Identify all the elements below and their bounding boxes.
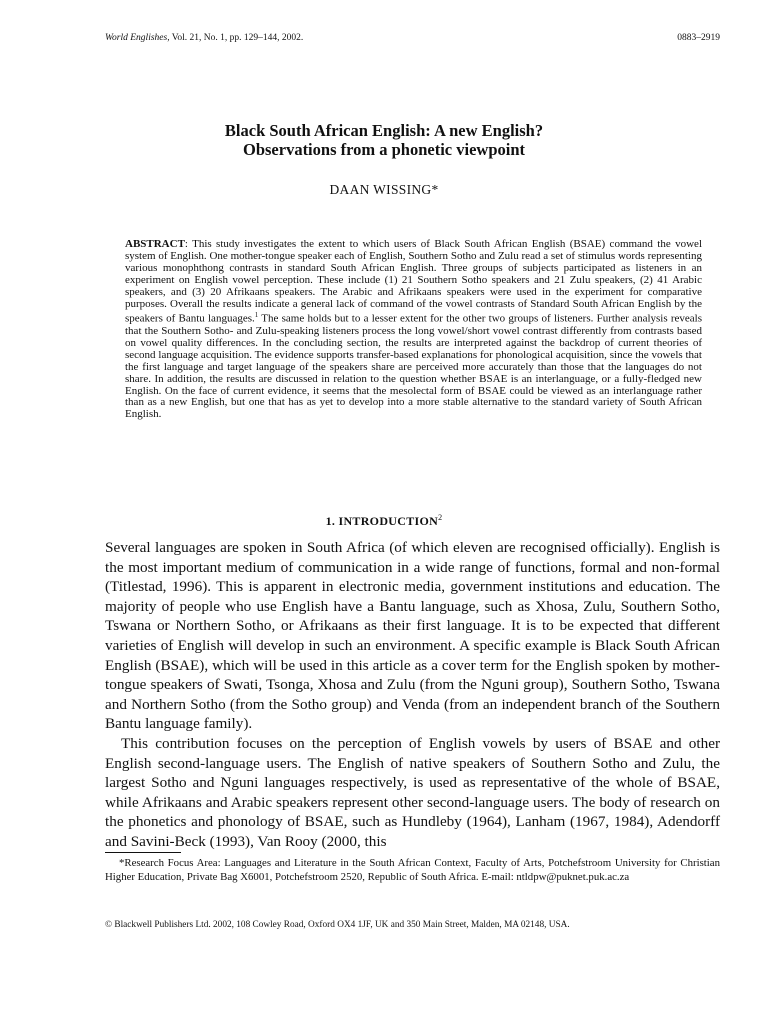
- journal-volume: Vol. 21, No. 1, pp. 129–144, 2002.: [169, 33, 304, 43]
- article-title-line-2: Observations from a phonetic viewpoint: [242, 140, 526, 159]
- author-footnote: [105, 857, 720, 885]
- section-heading: [0, 513, 768, 529]
- journal-name: World Englishes,: [105, 33, 170, 43]
- running-head: [105, 33, 720, 43]
- author-name: DAAN WISSING*: [329, 182, 439, 197]
- footnote-rule: [105, 852, 181, 853]
- abstract-text-continued: The same holds but to a lesser extent for the other two groups of listeners. Further analysis reveals that the Southern Sotho- and Zulu-speaking listeners process the long vowel/short vowel contrast differently from contrasts based on vowel quality differences. In the concluding section, the results are interpreted against the backdrop of current theories of second language acquisition. The evidence supports transfer-based explanations for phonological acquisition, since the vowels that the first language and target language of the speakers share are perceived more accurately than those that the languages do not share. In addition, the results are discussed in relation to the question whether BSAE is an interlanguage, or a fully-fledged new English. On the face of current evidence, it seems that the mesolectal form of BSAE could be viewed as an interlanguage rather than as a new English, but one that has as yet to develop into a more stable alternative to the standard variety of South African English.: [125, 313, 703, 421]
- journal-citation: [105, 33, 303, 43]
- body-text: [105, 538, 720, 852]
- footnote-ref-2: 2: [438, 513, 443, 522]
- footnote-text: Research Focus Area: Languages and Literature in the South African Context, Faculty of Arts, Potchefstroom University for Christian Higher Education, Private Bag X6001, Potchefstroom 2520, Republic of South Africa. E-mail: ntldpw@puknet.puk.ac.za: [105, 857, 720, 883]
- article-title-line-1: Black South African English: A new English?: [224, 121, 544, 140]
- abstract-text: : This study investigates the extent to which users of Black South African English (BSAE) command the vowel system of English. One mother-tongue speaker each of English, Southern Sotho and Zulu read a set of stimulus words representing various monophthong contrasts in standard South African English. Three groups of subjects participated as listeners in an experiment on English vowel perception. These include (1) 21 Southern Sotho speakers and 21 Zulu speakers, (2) 41 Arabic speakers, and (3) 20 Afrikaans speakers. The Arabic and Afrikaans speakers were used in the experiment for comparative purposes. Overall the results indicate a general lack of command of the vowel contrasts of Standard South African English by the speakers of Bantu languages.: [125, 238, 702, 326]
- abstract: [125, 239, 702, 421]
- footnote-marker: *: [119, 857, 125, 869]
- paragraph-1: Several languages are spoken in South Africa (of which eleven are recognised officially). English is the most important medium of communication in a wide range of functions, formal and non-formal (Titlestad, 1996). This is apparent in electronic media, government institutions and education. The majority of people who use English have a Bantu language, such as Xhosa, Zulu, Southern Sotho, Tswana or Northern Sotho, or Afrikaans as their first language. It is to be expected that different varieties of English will develop in such an environment. A specific example is Black South African English (BSAE), which will be used in this article as a cover term for the English spoken by mother-tongue speakers of Swati, Tsonga, Xhosa and Zulu (from the Nguni group), Southern Sotho, Tswana and Northern Sotho (from the Sotho group) and Venda (from an independent branch of the Southern Bantu language family).: [105, 539, 720, 733]
- footnote-ref-1: 1: [254, 311, 259, 320]
- copyright-line: © Blackwell Publishers Ltd. 2002, 108 Cowley Road, Oxford OX4 1JF, UK and 350 Main Street, Malden, MA 02148, USA.: [105, 920, 570, 930]
- section-title: 1. INTRODUCTION: [325, 514, 439, 528]
- issn: 0883–2919: [677, 33, 720, 43]
- abstract-label: ABSTRACT: [125, 238, 185, 250]
- paragraph-2: This contribution focuses on the perception of English vowels by users of BSAE and other English second-language users. The English of native speakers of Southern Sotho and Zulu, the largest Sotho and Nguni languages respectively, is used as representative of the whole of BSAE, while Afrikaans and Arabic speakers represent other second-language users. The body of research on the phonetics and phonology of BSAE, such as Hundleby (1964), Lanham (1967, 1984), Adendorff and Savini-Beck (1993), Van Rooy (2000, this: [105, 734, 720, 850]
- title-block: [0, 121, 768, 198]
